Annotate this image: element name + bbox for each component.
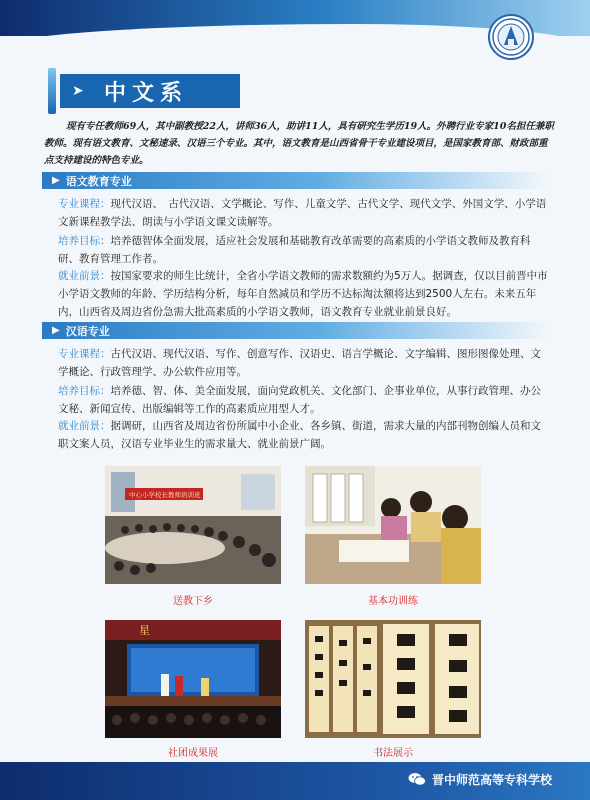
section-header-chinese-language bbox=[42, 322, 550, 339]
footer-brand bbox=[408, 768, 552, 790]
photo-caption: 送教下乡 bbox=[173, 596, 213, 607]
section-header-chinese-education bbox=[42, 172, 550, 189]
section-courses bbox=[58, 195, 550, 231]
classroom-banner: 中心小学校长教师培训班 bbox=[129, 491, 201, 499]
outlook-label: 就业前景： bbox=[58, 420, 111, 432]
chevron-right-icon: ▶ bbox=[52, 175, 60, 186]
photo-caption: 书法展示 bbox=[373, 748, 413, 759]
photo-basic-skills bbox=[305, 466, 481, 584]
section-title: 汉语专业 bbox=[65, 324, 110, 338]
courses-text: 现代汉语、 古代汉语、文学概论、写作、儿童文学、古代文学、现代文学、外国文学、小学语文新课程教学法、朗读与小学语文课文读解等。 bbox=[58, 198, 547, 228]
goal-text: 培养德、智、体、美全面发展，面向党政机关、文化部门、企事业单位，从事行政管理、办公文秘、新闻宣传、出版编辑等工作的高素质应用型人才。 bbox=[58, 385, 541, 415]
stage-banner: 星 bbox=[139, 624, 150, 637]
section-title: 语文教育专业 bbox=[65, 174, 132, 188]
goal-label: 培养目标： bbox=[58, 385, 111, 397]
photo-teaching-training bbox=[105, 466, 281, 584]
section-goal bbox=[58, 382, 550, 418]
school-emblem-icon bbox=[488, 14, 534, 60]
page-title-bar bbox=[60, 74, 240, 108]
footer-brand-text: 晋中师范高等专科学校 bbox=[432, 772, 553, 787]
photo-caption: 基本功训练 bbox=[368, 596, 418, 607]
chevron-right-icon: ▶ bbox=[52, 325, 60, 336]
outlook-text: 按国家要求的师生比统计，全省小学语文教师的需求数额约为5万人。据调查，仅以目前晋中市小学语文教师的年龄、学历结构分析，每年自然减员和学历不达标淘汰额将达到2500人左右。未来五年内，山西省及周边省份急需大批高素质的小学语文教师，语文教育专业就业前景良好。 bbox=[58, 270, 548, 318]
title-accent bbox=[48, 68, 56, 114]
chevron-right-icon: ➤ bbox=[72, 83, 84, 99]
courses-label: 专业课程： bbox=[58, 198, 111, 210]
wechat-icon bbox=[408, 772, 426, 786]
intro-paragraph: 现有专任教师69人，其中副教授22人，讲师36人，助讲11人，具有研究生学历19人。外聘行业专家10名担任兼职教师。现有语文教育、文秘速录、汉语三个专业。其中，语文教育是山西省骨干专业建设项目，是国家教育部、财政部重点支持建设的特色专业。 bbox=[44, 121, 554, 166]
section-outlook bbox=[58, 417, 550, 453]
photo-calligraphy bbox=[305, 620, 481, 738]
goal-label: 培养目标： bbox=[58, 235, 111, 247]
photo-caption: 社团成果展 bbox=[168, 748, 218, 759]
photo-club-showcase bbox=[105, 620, 281, 738]
courses-text: 古代汉语、现代汉语、写作、创意写作、汉语史、语言学概论、文字编辑、图形图像处理、文学概论、行政管理学、办公软件应用等。 bbox=[58, 348, 541, 378]
outlook-label: 就业前景： bbox=[58, 270, 111, 282]
goal-text: 培养德智体全面发展，适应社会发展和基础教育改革需要的高素质的小学语文教师及教育科研、教育管理工作者。 bbox=[58, 235, 531, 265]
section-goal bbox=[58, 232, 550, 268]
section-courses bbox=[58, 345, 550, 381]
section-outlook bbox=[58, 267, 550, 321]
courses-label: 专业课程： bbox=[58, 348, 111, 360]
page-title: 中文系 bbox=[104, 80, 189, 106]
outlook-text: 据调研，山西省及周边省份所属中小企业、各乡镇、街道，需求大量的内部刊物创编人员和文职文案人员，汉语专业毕业生的需求量大、就业前景广阔。 bbox=[58, 420, 541, 450]
